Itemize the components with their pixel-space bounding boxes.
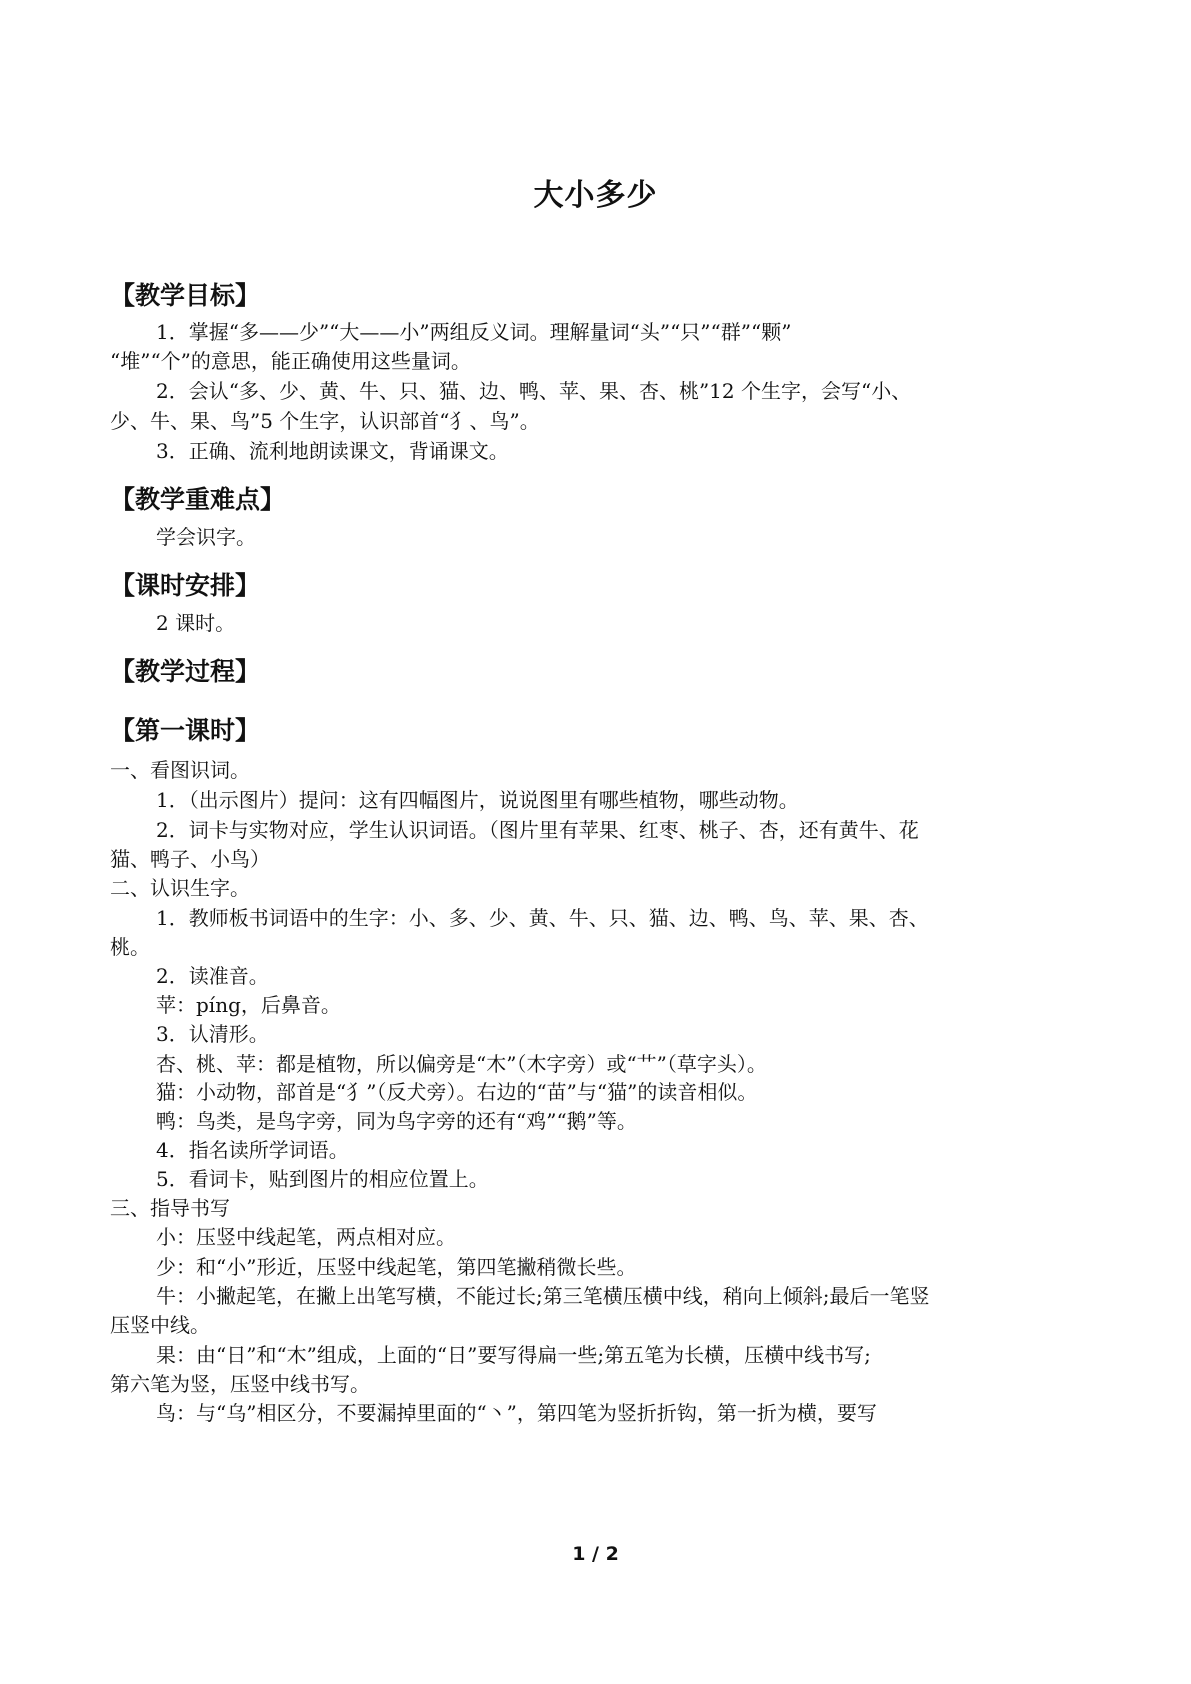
lesson-line: 4．指名读所学词语。 bbox=[156, 1138, 349, 1162]
lesson-line: 小：压竖中线起笔，两点相对应。 bbox=[156, 1225, 456, 1249]
heading-process: 【教学过程】 bbox=[110, 657, 261, 686]
lesson-line: 果：由“日”和“木”组成，上面的“日”要写得扁一些;第五笔为长横，压横中线书写; bbox=[156, 1343, 871, 1367]
lesson-line: 5．看词卡，贴到图片的相应位置上。 bbox=[156, 1167, 489, 1191]
lesson-line: 牛：小撇起笔，在撇上出笔写横，不能过长;第三笔横压横中线，稍向上倾斜;最后一笔竖 bbox=[156, 1284, 930, 1308]
lesson-line: 猫、鸭子、小鸟） bbox=[110, 847, 270, 871]
lesson-line: 2．词卡与实物对应，学生认识词语。（图片里有苹果、红枣、桃子、杏，还有黄牛、花 bbox=[156, 818, 919, 842]
goal-line: 2．会认“多、少、黄、牛、只、猫、边、鸭、苹、果、杏、桃”12 个生字，会写“小、 bbox=[156, 379, 912, 403]
heading-key-points: 【教学重难点】 bbox=[110, 485, 286, 514]
lesson-line: 第六笔为竖，压竖中线书写。 bbox=[110, 1372, 370, 1396]
lesson-line: 二、认识生字。 bbox=[110, 876, 250, 900]
lesson-line: 苹：píng，后鼻音。 bbox=[156, 993, 341, 1017]
lesson-line: 少：和“小”形近，压竖中线起笔，第四笔撇稍微长些。 bbox=[156, 1255, 637, 1279]
goal-line: “堆”“个”的意思，能正确使用这些量词。 bbox=[110, 349, 471, 373]
lesson-line: 鸟：与“乌”相区分，不要漏掉里面的“丶”，第四笔为竖折折钩，第一折为横，要写 bbox=[156, 1401, 877, 1425]
heading-lesson-1: 【第一课时】 bbox=[110, 716, 261, 745]
lesson-line: 桃。 bbox=[110, 935, 150, 959]
goal-line: 3．正确、流利地朗读课文，背诵课文。 bbox=[156, 439, 509, 463]
heading-teaching-goals: 【教学目标】 bbox=[110, 281, 261, 310]
page-number: 1 / 2 bbox=[572, 1543, 619, 1565]
key-points-text: 学会识字。 bbox=[156, 525, 256, 549]
lesson-line: 2．读准音。 bbox=[156, 964, 269, 988]
lesson-line: 3．认清形。 bbox=[156, 1022, 269, 1046]
heading-schedule: 【课时安排】 bbox=[110, 571, 261, 600]
lesson-line: 杏、桃、苹：都是植物，所以偏旁是“木”（木字旁）或“艹”（草字头）。 bbox=[156, 1052, 767, 1076]
lesson-line: 鸭：鸟类，是鸟字旁，同为鸟字旁的还有“鸡”“鹅”等。 bbox=[156, 1109, 637, 1133]
lesson-line: 1．教师板书词语中的生字：小、多、少、黄、牛、只、猫、边、鸭、鸟、苹、果、杏、 bbox=[156, 906, 929, 930]
lesson-line: 压竖中线。 bbox=[110, 1313, 210, 1337]
goal-line: 1．掌握“多——少”“大——小”两组反义词。理解量词“头”“只”“群”“颗” bbox=[156, 320, 792, 344]
lesson-line: 三、指导书写 bbox=[110, 1196, 230, 1220]
lesson-line: 一、看图识词。 bbox=[110, 758, 250, 782]
document-title: 大小多少 bbox=[533, 178, 658, 213]
lesson-line: 猫：小动物，部首是“犭”（反犬旁）。右边的“苗”与“猫”的读音相似。 bbox=[156, 1080, 758, 1104]
schedule-text: 2 课时。 bbox=[156, 611, 236, 635]
goal-line: 少、牛、果、鸟”5 个生字，认识部首“犭、鸟”。 bbox=[110, 409, 540, 433]
lesson-line: 1．（出示图片）提问：这有四幅图片，说说图里有哪些植物，哪些动物。 bbox=[156, 788, 799, 812]
